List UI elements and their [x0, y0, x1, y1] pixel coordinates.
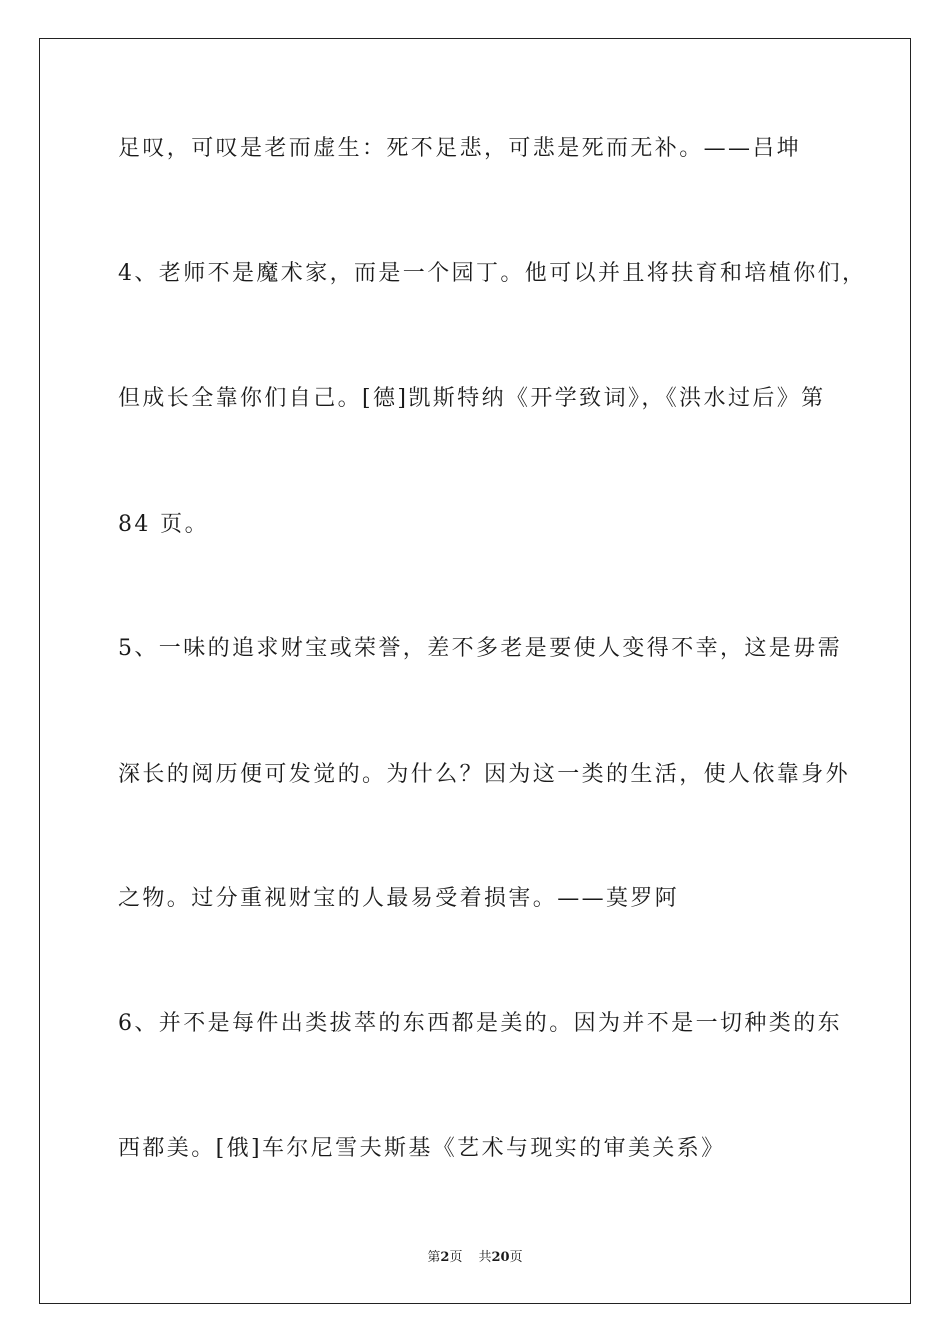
text-line-4: 84 页。: [118, 512, 209, 537]
text-line-7: 之物。过分重视财宝的人最易受着损害。——莫罗阿: [118, 886, 680, 911]
text-line-5: 5、一味的追求财宝或荣誉，差不多老是要使人变得不幸，这是毋需: [118, 636, 842, 661]
footer-total-pages: 20: [491, 1250, 510, 1265]
text-line-6: 深长的阅历便可发觉的。为什么？因为这一类的生活，使人依靠身外: [118, 762, 851, 787]
text-line-3: 但成长全靠你们自己。[德]凯斯特纳《开学致词》，《洪水过后》第: [118, 386, 826, 411]
text-line-1: 足叹，可叹是老而虚生：死不足悲，可悲是死而无补。——吕坤: [118, 136, 802, 161]
page-border: [39, 38, 911, 1304]
footer-page-number: 2: [440, 1250, 450, 1265]
footer-page-suffix: 页: [449, 1250, 463, 1265]
footer-total-prefix: 共: [478, 1250, 492, 1265]
footer-total-suffix: 页: [509, 1250, 523, 1265]
page-footer: [0, 1246, 950, 1265]
text-line-2: 4、老师不是魔术家，而是一个园丁。他可以并且将扶育和培植你们，: [118, 261, 867, 286]
text-line-8: 6、并不是每件出类拔萃的东西都是美的。因为并不是一切种类的东: [118, 1011, 842, 1036]
text-line-9: 西都美。[俄]车尔尼雪夫斯基《艺术与现实的审美关系》: [118, 1136, 726, 1161]
footer-page-prefix: 第: [427, 1250, 441, 1265]
